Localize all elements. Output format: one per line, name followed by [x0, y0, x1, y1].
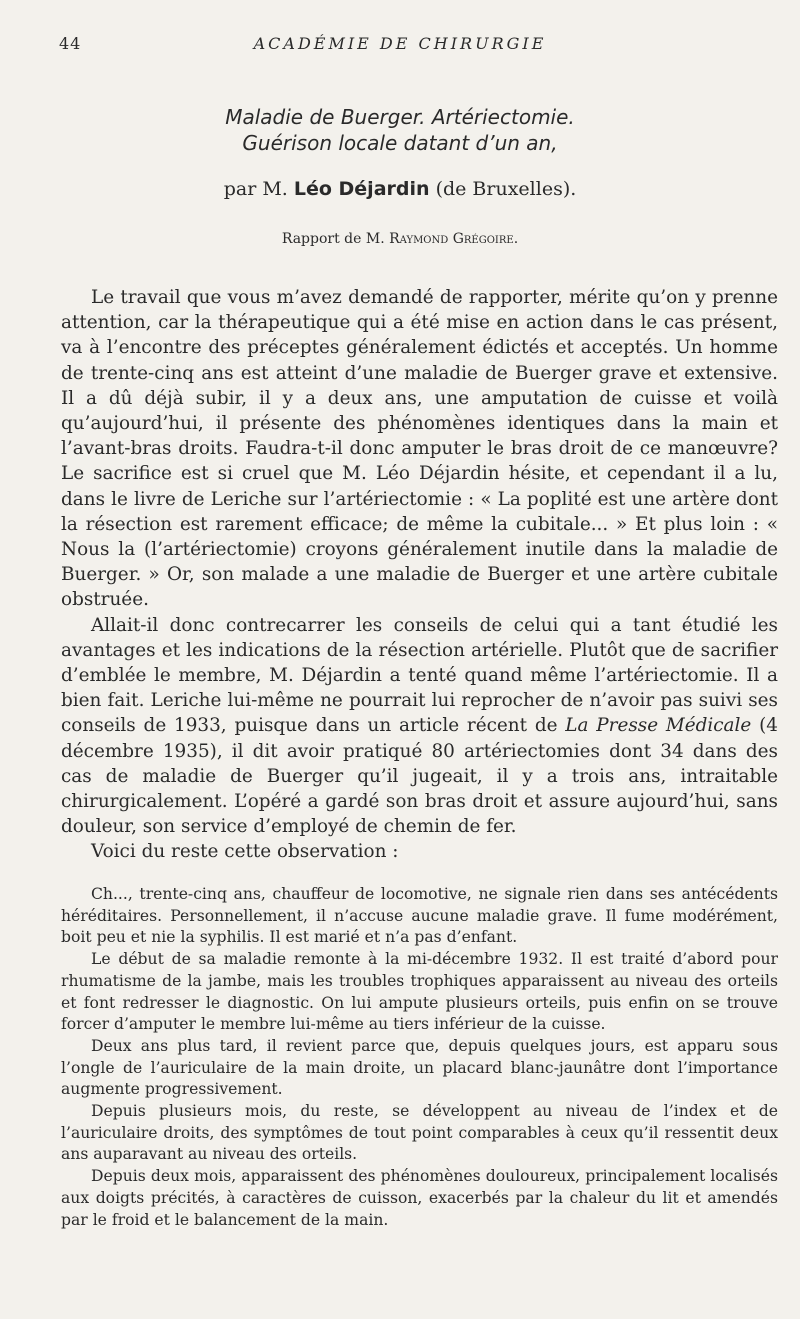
observation-paragraph-4: Depuis plusieurs mois, du reste, se développent au niveau de l’index et de l’auriculaire droits, des symptômes de tout point comparables à ceux qu’il ressentit deux ans auparavant au niveau des orteils. — [61, 1102, 778, 1164]
article-title-line-2: Guérison locale datant d’un an, — [242, 131, 558, 155]
page-number: 44 — [59, 34, 82, 53]
body-paragraph-2-text-a: Allait-il donc contrecarrer les conseils de celui qui a tant étudié les avantages et les indications de la résection artérielle. Plutôt que de sacrifier d’emblée le membre, M. Déjardin a tenté quand même l’artériectomie. Il a bien fait. Leriche lui-même ne pourrait lui reprocher de n’avoir pas suivi ses conseils de 1933, puisque dans un article récent de — [61, 614, 778, 737]
report-credit — [0, 231, 800, 247]
byline-affiliation: (de Bruxelles). — [435, 178, 577, 200]
article-title-line-1: Maladie de Buerger. Artériectomie. — [225, 105, 575, 129]
report-prefix: Rapport de M. — [281, 231, 385, 247]
journal-title: La Presse Médicale — [565, 715, 752, 737]
author-name: Léo Déjardin — [293, 178, 430, 200]
observation-section — [61, 884, 778, 1231]
body-paragraph-3: Voici du reste cette observation : — [91, 841, 399, 863]
byline — [0, 178, 800, 200]
article-title — [0, 104, 800, 156]
byline-prefix: par M. — [223, 178, 288, 200]
observation-paragraph-2: Le début de sa maladie remonte à la mi-décembre 1932. Il est traité d’abord pour rhumatisme de la jambe, mais les troubles trophiques apparaissent au niveau des orteils et font redresser le diagnostic. On lui ampute plusieurs orteils, puis enfin on se trouve forcer d’amputer le membre lui-même au tiers inférieur de la cuisse. — [61, 950, 778, 1034]
reporter-name: Raymond Grégoire. — [389, 231, 519, 247]
observation-paragraph-1: Ch..., trente-cinq ans, chauffeur de locomotive, ne signale rien dans ses antécédents héréditaires. Personnellement, il n’accuse aucune maladie grave. Il fume modérément, boit peu et nie la syphilis. Il est marié et n’a pas d’enfant. — [61, 885, 778, 947]
observation-paragraph-5: Depuis deux mois, apparaissent des phénomènes douloureux, principalement localisés aux doigts précités, à caractères de cuisson, exacerbés par la chaleur du lit et amendés par le froid et le balancement de la main. — [61, 1167, 778, 1229]
body-paragraph-2 — [61, 613, 778, 840]
article-body — [61, 285, 778, 865]
body-paragraph-2-text-b: (4 décembre 1935), il dit avoir pratiqué 80 artériectomies dont 34 dans des cas de maladie de Buerger qu’il jugeait, il y a trois ans, intraitable chirurgicalement. L’opéré a gardé son bras droit et assure aujourd’hui, sans douleur, son service d’employé de chemin de fer. — [61, 715, 778, 838]
observation-paragraph-3: Deux ans plus tard, il revient parce que, depuis quelques jours, est apparu sous l’ongle de l’auriculaire de la main droite, un placard blanc-jaunâtre dont l’importance augmente progressivement. — [61, 1036, 778, 1099]
running-header: ACADÉMIE DE CHIRURGIE — [253, 34, 547, 53]
body-paragraph-1: Le travail que vous m’avez demandé de rapporter, mérite qu’on y prenne attention, car la thérapeutique qui a été mise en action dans le cas présent, va à l’encontre des préceptes généralement édictés et acceptés. Un homme de trente-cinq ans est atteint d’une maladie de Buerger grave et extensive. Il a dû déjà subir, il y a deux ans, une amputation de cuisse et voilà qu’aujourd’hui, il présente des phénomènes identiques dans la main et l’avant-bras droits. Faudra-t-il donc amputer le bras droit de ce manœuvre? Le sacrifice est si cruel que M. Léo Déjardin hésite, et cependant il a lu, dans le livre de Leriche sur l’artériectomie : « La poplité est une artère dont la résection est rarement efficace; de même la cubitale... » Et plus loin : « Nous la (l’artériectomie) croyons généralement inutile dans la maladie de Buerger. » Or, son malade a une maladie de Buerger et une artère cubitale obstruée. — [61, 287, 778, 611]
